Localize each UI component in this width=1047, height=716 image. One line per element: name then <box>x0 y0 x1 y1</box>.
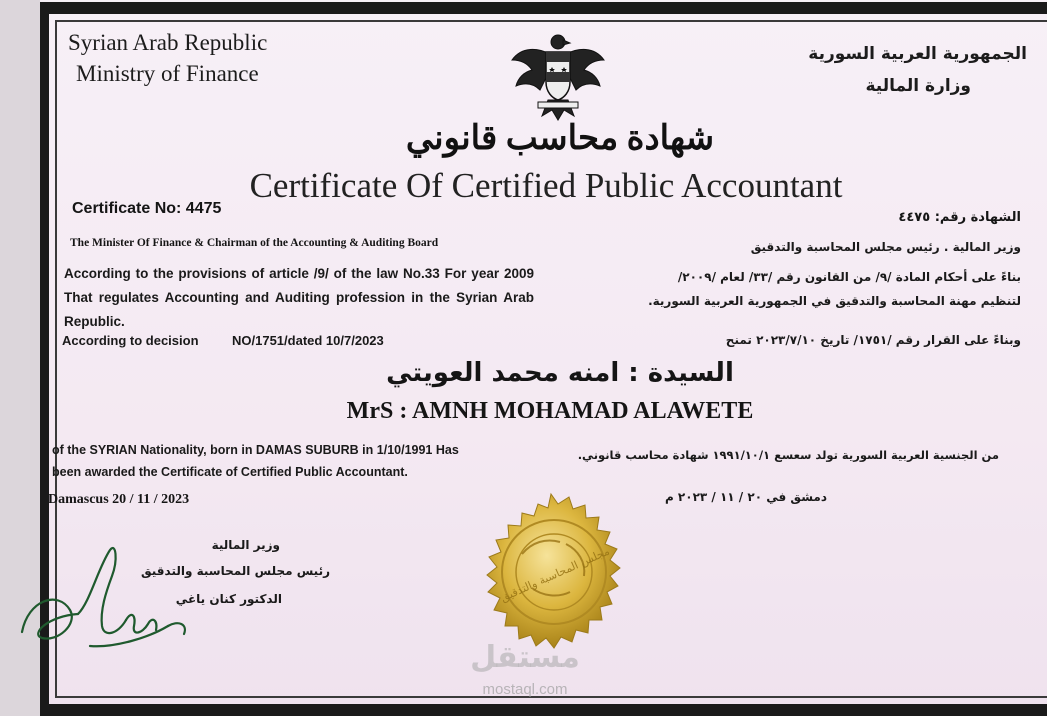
signatory-name: الدكتور كنان ياغي <box>175 592 282 606</box>
title-arabic: شهادة محاسب قانوني <box>405 120 715 157</box>
decision-label-en: According to decision <box>62 333 199 348</box>
signatory-title-2: رئيس مجلس المحاسبة والتدقيق <box>140 564 330 578</box>
nationality-en: of the SYRIAN Nationality, born in DAMAS SUBURB in 1/10/1991 Has <box>52 443 459 457</box>
header-ministry-ar: وزارة المالية <box>865 76 971 96</box>
signatory-title-1: وزير المالية <box>211 538 280 552</box>
title-english: Certificate Of Certified Public Accountant <box>249 166 843 205</box>
syrian-eagle-emblem-icon <box>508 30 608 122</box>
place-date-ar: دمشق في ٢٠ / ١١ / ٢٠٢٣ م <box>664 490 827 504</box>
frame-border-top <box>40 2 1047 14</box>
watermark-url: mostaql.com <box>482 681 568 698</box>
recipient-name-ar: السيدة : امنه محمد العويتي <box>386 358 734 388</box>
decision-ar: وبناءً على القرار رقم /١٧٥١/ تاريخ ٢٠٢٣/٧/١٠ تمنح <box>725 333 1021 347</box>
frame-border-bottom <box>40 704 1047 716</box>
certificate-number-ar: الشهادة رقم: ٤٤٧٥ <box>898 210 1021 225</box>
header-ministry-en: Ministry of Finance <box>76 61 259 86</box>
decision-value-en: NO/1751/dated 10/7/2023 <box>232 333 384 348</box>
minister-line-ar: وزير المالية . رئيس مجلس المحاسبة والتدقيق <box>750 240 1021 254</box>
certificate-number-en: Certificate No: 4475 <box>72 200 222 217</box>
nationality-ar: من الجنسية العربية السورية تولد سعسع ١٩٩١/١٠/١ شهادة محاسب قانوني. <box>577 448 999 462</box>
header-country-ar: الجمهورية العربية السورية <box>808 44 1027 64</box>
handwritten-signature <box>18 530 218 660</box>
minister-line-en: The Minister Of Finance & Chairman of the Accounting & Auditing Board <box>70 237 439 249</box>
provisions-ar-2: لتنظيم مهنة المحاسبة والتدقيق في الجمهورية العربية السورية. <box>648 294 1021 308</box>
provisions-en: According to the provisions of article /9/ of the law No.33 For year 2009 That regulates Accounting and Auditing profession in the Syrian Arab Republic. <box>64 266 534 329</box>
awarded-en: been awarded the Certificate of Certified Public Accountant. <box>52 465 408 479</box>
place-date-en: Damascus 20 / 11 / 2023 <box>48 492 190 507</box>
watermark-logo-ar: مستقل <box>470 640 580 675</box>
provisions-ar-1: بناءً على أحكام المادة /٩/ من القانون رقم /٣٣/ لعام /٢٠٠٩/ <box>677 270 1021 284</box>
header-country-en: Syrian Arab Republic <box>68 30 268 55</box>
seal-inscription: مجلس المحاسبة والتدقيق <box>498 544 612 605</box>
recipient-name-en: MrS : AMNH MOHAMAD ALAWETE <box>346 398 754 424</box>
